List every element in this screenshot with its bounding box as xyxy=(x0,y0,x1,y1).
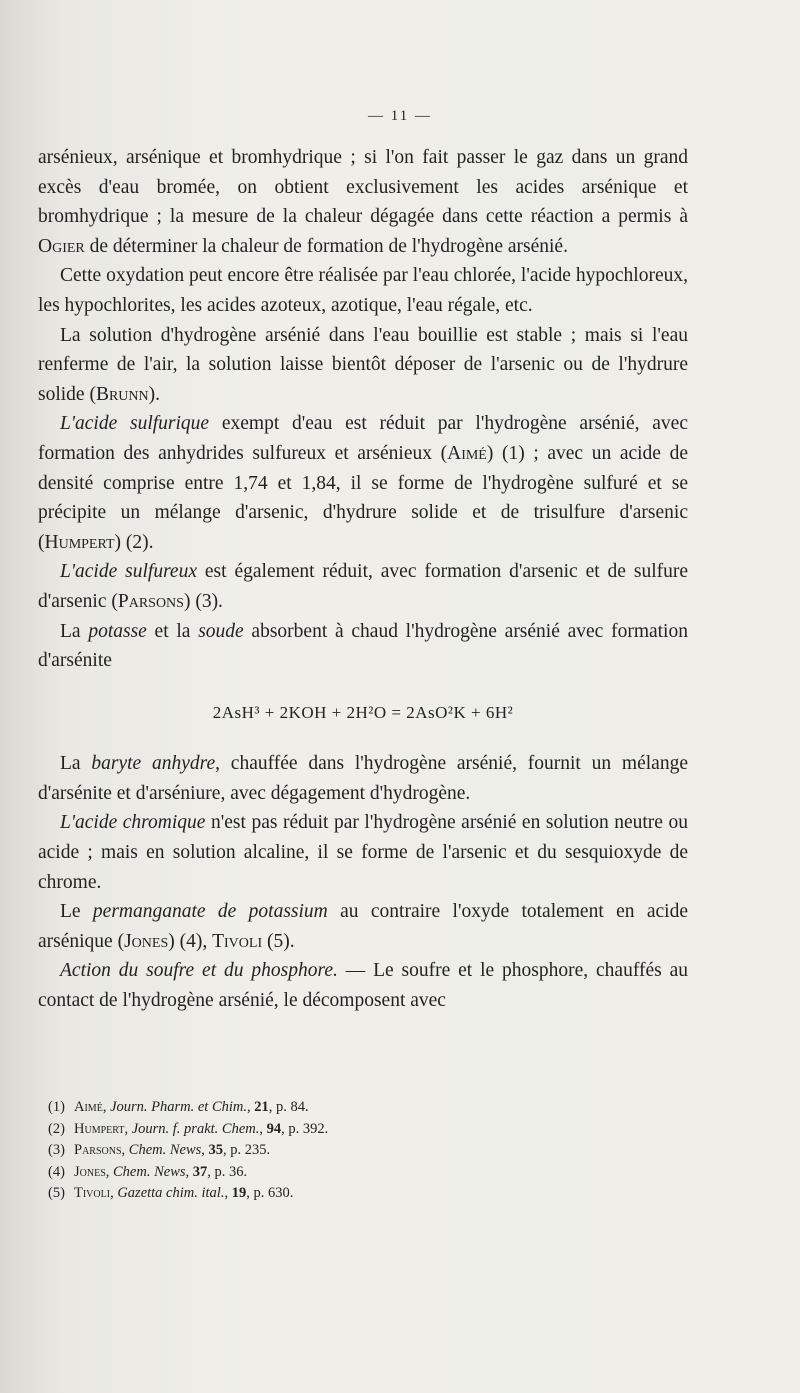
text-run: Le xyxy=(60,901,93,923)
text-run: (5). xyxy=(262,930,295,952)
text-run: ) (4), xyxy=(168,930,213,952)
text-run: ). xyxy=(148,383,161,405)
author-name: Jones xyxy=(74,1163,106,1180)
emphasis-text: Gazetta chim. ital. xyxy=(117,1185,225,1202)
text-run: Cette oxydation peut encore être réalisée par l'eau chlorée, l'acide hypochloreux, les hypochlorites, les acides azoteux, azotique, l'eau régale, etc. xyxy=(38,265,688,316)
footnote xyxy=(48,1183,608,1205)
emphasis-text: Action du soufre et du phosphore. xyxy=(60,960,338,982)
text-run: , xyxy=(124,1120,132,1137)
volume-number: 94 xyxy=(266,1120,282,1137)
paragraph xyxy=(38,409,688,557)
footnote xyxy=(48,1119,608,1141)
text-run: , p. 235. xyxy=(223,1142,271,1159)
emphasis-text: L'acide sulfurique xyxy=(60,413,210,435)
emphasis-text: Journ. Pharm. et Chim. xyxy=(110,1099,247,1115)
paragraph xyxy=(38,897,688,956)
author-name: Tivoli xyxy=(74,1185,111,1202)
main-text xyxy=(38,143,688,1016)
emphasis-text: permanganate de potassium xyxy=(92,901,328,923)
text-run: La solution d'hydrogène arsénié dans l'eau bouillie est stable ; mais si l'eau renferme de l'air, la solution laisse bientôt déposer de l'arsenic ou de l'hydrure solide ( xyxy=(38,324,688,405)
author-name: Humpert xyxy=(74,1120,125,1137)
author-name: Aimé xyxy=(447,442,487,464)
footnote-number: (2) xyxy=(48,1120,65,1137)
text-run: , chauffée dans l'hydrogène arsénié, fournit un mélange d'arsénite et d'arséniure, avec dégagement d'hydrogène. xyxy=(38,753,688,804)
text-run: n'est pas réduit par l'hydrogène arsénié en solution neutre ou acide ; mais en solution alcaline, il se forme de l'arsenic et du sesquioxyde de chrome. xyxy=(38,812,688,893)
text-run: , xyxy=(121,1142,129,1159)
emphasis-text: Chem. News xyxy=(128,1142,202,1159)
text-run: 2AsH³ + 2KOH + 2H²O = 2AsO²K + 6H² xyxy=(212,702,514,722)
footnote-number: (1) xyxy=(48,1099,65,1115)
emphasis-text: soude xyxy=(198,620,244,642)
paragraph xyxy=(38,557,688,616)
paragraph xyxy=(38,321,688,410)
chemical-equation xyxy=(38,698,688,728)
footnote xyxy=(48,1140,608,1162)
author-name: Jones xyxy=(124,930,169,952)
author-name: Parsons xyxy=(117,590,184,612)
text-run: , xyxy=(105,1163,114,1180)
text-run: , xyxy=(201,1142,209,1159)
text-run: absorbent à chaud l'hydrogène arsénié avec formation d'arsénite xyxy=(38,620,688,672)
text-run: ) (3). xyxy=(183,590,223,612)
footnote-number: (3) xyxy=(48,1142,65,1159)
text-run: ) (1) ; avec un acide de densité comprise entre 1,74 et 1,84, il se forme de l'hydrogène sulfuré et se précipite un mélange d'arsenic, d'hydrure solide et de trisulfure d'arsenic ( xyxy=(38,442,688,553)
volume-number: 35 xyxy=(208,1142,224,1159)
text-run: La xyxy=(60,753,92,775)
text-run: , xyxy=(110,1185,118,1202)
author-name: Aimé xyxy=(74,1099,103,1115)
text-run: , p. 36. xyxy=(207,1163,248,1180)
emphasis-text: L'acide sulfureux xyxy=(60,561,197,583)
author-name: Brunn xyxy=(95,383,149,405)
footnote-number: (5) xyxy=(48,1185,65,1202)
author-name: Ogier xyxy=(38,235,85,257)
footnote xyxy=(48,1162,608,1184)
text-run: , xyxy=(247,1099,255,1115)
paragraph xyxy=(38,143,688,261)
author-name: Tivoli xyxy=(212,930,263,952)
text-run: , xyxy=(224,1185,232,1202)
volume-number: 37 xyxy=(192,1163,208,1180)
text-run: , xyxy=(259,1120,267,1137)
text-run: arsénieux, arsénique et bromhydrique ; si l'on fait passer le gaz dans un grand excès d'eau bromée, on obtient exclusivement les acides arsénique et bromhydrique ; la mesure de la chaleur dégagée dans cette réaction a permis à xyxy=(38,147,688,228)
paragraph xyxy=(38,617,688,676)
text-run: exempt d'eau est réduit par l'hydrogène arsénié, avec formation des anhydrides sulfureux et arsénieux ( xyxy=(38,413,688,464)
volume-number: 21 xyxy=(254,1099,269,1115)
emphasis-text: Chem. News xyxy=(113,1163,186,1180)
author-name: Humpert xyxy=(44,531,115,553)
page-number: — 11 — xyxy=(368,108,432,124)
volume-number: 19 xyxy=(231,1185,247,1202)
text-run: de déterminer la chaleur de formation de l'hydrogène arsénié. xyxy=(84,235,568,257)
text-run: au contraire l'oxyde totalement en acide arsénique ( xyxy=(38,901,688,952)
emphasis-text: baryte anhydre xyxy=(91,753,216,775)
text-run: , p. 84. xyxy=(268,1099,309,1115)
text-run: , xyxy=(185,1163,193,1180)
text-run: , p. 392. xyxy=(281,1120,329,1137)
footnotes xyxy=(48,1097,608,1205)
text-run: — Le soufre et le phosphore, chauffés au contact de l'hydrogène arsénié, le décomposent avec xyxy=(38,960,688,1012)
emphasis-text: Journ. f. prakt. Chem. xyxy=(131,1120,260,1137)
footnote xyxy=(48,1097,608,1119)
text-run: , p. 630. xyxy=(246,1185,294,1202)
emphasis-text: L'acide chromique xyxy=(60,812,206,834)
emphasis-text: potasse xyxy=(88,620,147,642)
paragraph xyxy=(38,956,688,1015)
footnote-number: (4) xyxy=(48,1163,65,1180)
text-run: , xyxy=(102,1099,111,1115)
text-run: La xyxy=(60,620,89,642)
paragraph xyxy=(38,749,688,808)
paragraph xyxy=(38,808,688,897)
author-name: Parsons xyxy=(74,1142,122,1159)
text-run: est également réduit, avec formation d'arsenic et de sulfure d'arsenic ( xyxy=(38,561,689,612)
text-run: et la xyxy=(146,620,199,642)
text-run: ) (2). xyxy=(114,531,154,553)
paragraph xyxy=(38,261,688,320)
